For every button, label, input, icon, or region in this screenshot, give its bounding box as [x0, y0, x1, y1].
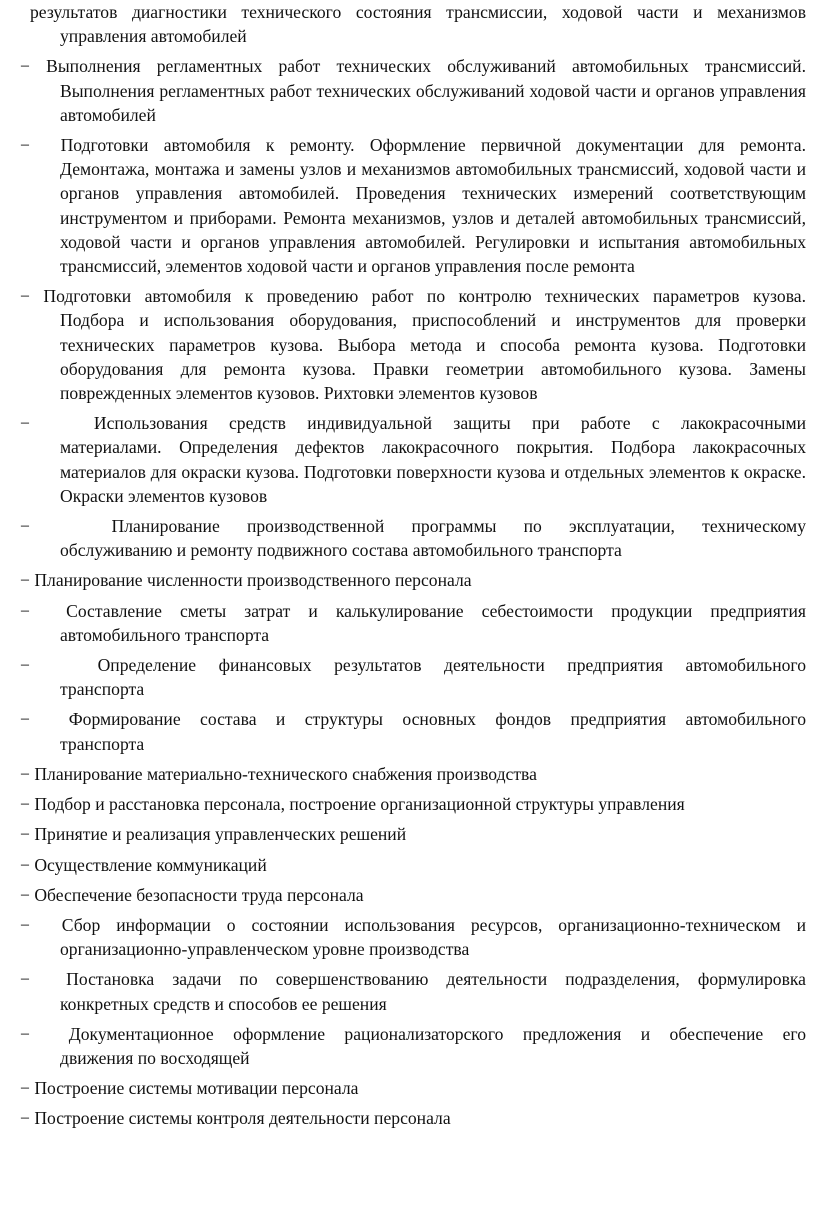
list-item-first-line — [20, 967, 806, 991]
list-item-text: Подбор и расстановка персонала, построение организационной структуры управления — [34, 794, 685, 815]
list-item-first-line — [20, 411, 806, 435]
dash-bullet: − — [20, 516, 30, 537]
list-item-first-line — [20, 707, 806, 731]
list-item-first-line — [20, 514, 806, 538]
list-item-first-line — [20, 54, 806, 78]
dash-bullet: − — [20, 1078, 30, 1099]
list-item-text: Постановка задачи по совершенствованию деятельности подразделения, формулировка — [66, 969, 806, 990]
list-item — [20, 568, 806, 592]
list-item-text: Планирование численности производственного персонала — [34, 570, 472, 591]
list-item-continuation: транспорта — [60, 679, 145, 700]
dash-bullet: − — [20, 824, 30, 845]
list-item-continuation: организационно-управленческом уровне производства — [60, 939, 470, 960]
list-item — [20, 913, 806, 961]
list-item-first-line — [20, 883, 806, 907]
dash-bullet: − — [20, 794, 30, 815]
list-item — [20, 514, 806, 562]
list-item-first-line — [20, 762, 806, 786]
list-item-continuation: движения по восходящей — [60, 1047, 250, 1068]
list-item-continuation: Демонтажа, монтажа и замены узлов и механизмов автомобильных трансмиссий, ходовой части и органов управления автомобилей. Проведения технических измерений соответствующим инструментом и приборами. Ремонта механизмов, узлов и деталей автомобильных трансмиссий, ходовой части и органов управления автомобилей. Регулировки и испытания автомобильных трансмиссий, элементов ходовой части и органов управления после ремонта — [60, 159, 806, 277]
list-item-text: Планирование материально-технического снабжения производства — [34, 763, 537, 784]
list-item — [20, 599, 806, 647]
list-item-text: Обеспечение безопасности труда персонала — [34, 884, 364, 905]
list-item-first-line — [20, 792, 806, 816]
list-item-text: Построение системы мотивации персонала — [34, 1078, 359, 1099]
list-item-first-line: результатов диагностики технического состояния трансмиссии, ходовой части и механизмов — [30, 2, 806, 22]
list-item-continuation: материалами. Определения дефектов лакокрасочного покрытия. Подбора лакокрасочных материалов для окраски кузова. Подготовки поверхности кузова и отдельных элементов к окраске. Окраски элементов кузовов — [60, 437, 806, 506]
list-item — [20, 1106, 806, 1130]
list-item — [20, 762, 806, 786]
list-item-first-line — [20, 1022, 806, 1046]
dash-bullet: − — [20, 56, 30, 77]
list-item — [20, 883, 806, 907]
list-item-text: Составление сметы затрат и калькулирование себестоимости продукции предприятия — [66, 600, 806, 621]
list-item — [20, 284, 806, 405]
list-item-continuation: обслуживанию и ремонту подвижного состава автомобильного транспорта — [60, 540, 622, 561]
list-item — [20, 792, 806, 816]
dash-bullet: − — [20, 135, 30, 156]
list-item-text: Осуществление коммуникаций — [34, 854, 267, 875]
list-item-continuation: автомобильного транспорта — [60, 624, 270, 645]
list-item-text: Документационное оформление рационализаторского предложения и обеспечение его — [68, 1023, 806, 1044]
list-item-first-line — [20, 1106, 806, 1130]
list-item-first-line — [20, 913, 806, 937]
list-item — [20, 54, 806, 127]
dash-bullet: − — [20, 969, 30, 990]
dash-bullet: − — [20, 600, 30, 621]
list-item — [20, 967, 806, 1015]
dash-bullet: − — [20, 914, 30, 935]
dash-bullet: − — [20, 763, 30, 784]
list-item-continuation: управления автомобилей — [60, 26, 247, 47]
list-item-text: Принятие и реализация управленческих решений — [34, 824, 407, 845]
list-item-continuation: Подбора и использования оборудования, приспособлений и инструментов для проверки технических параметров кузова. Выбора метода и способа ремонта кузова. Подготовки оборудования для ремонта кузова. Правки геометрии автомобильного кузова. Замены поврежденных элементов кузовов. Рихтовки элементов кузовов — [60, 310, 806, 404]
list-item-first-line — [20, 853, 806, 877]
list-item — [20, 1076, 806, 1100]
dash-bullet: − — [20, 413, 30, 434]
list-item — [20, 822, 806, 846]
dash-bullet: − — [20, 854, 30, 875]
dash-bullet: − — [20, 884, 30, 905]
list-item-first-line — [20, 568, 806, 592]
dash-bullet: − — [20, 1108, 30, 1129]
list-item-first-line — [20, 1076, 806, 1100]
list-item-continuation: транспорта — [60, 733, 145, 754]
list-item-text: Выполнения регламентных работ технических обслуживаний автомобильных трансмиссий. — [46, 56, 806, 77]
list-item-text: Планирование производственной программы по эксплуатации, техническому — [111, 516, 806, 537]
list-item — [20, 1022, 806, 1070]
list-item — [20, 853, 806, 877]
list-item-continuation: конкретных средств и способов ее решения — [60, 993, 387, 1014]
dash-bullet: − — [20, 570, 30, 591]
list-item-text: Построение системы контроля деятельности персонала — [34, 1108, 451, 1129]
dash-bullet: − — [20, 1023, 30, 1044]
list-item — [30, 0, 806, 48]
list-item — [20, 133, 806, 278]
list-item — [20, 411, 806, 508]
dash-bullet: − — [20, 286, 30, 307]
list-item-first-line — [20, 822, 806, 846]
list-item — [20, 653, 806, 701]
list-item-first-line — [20, 599, 806, 623]
dash-bullet: − — [20, 709, 30, 730]
list-item-first-line — [20, 284, 806, 308]
list-item-first-line — [20, 133, 806, 157]
list-item-continuation: Выполнения регламентных работ технических обслуживаний ходовой части и органов управления автомобилей — [60, 80, 806, 125]
list-item-first-line — [20, 653, 806, 677]
list-item-text: Использования средств индивидуальной защиты при работе с лакокрасочными — [93, 413, 806, 434]
list-item-text: Сбор информации о состоянии использования ресурсов, организационно-техническом и — [61, 914, 807, 935]
dash-bullet: − — [20, 655, 30, 676]
list-item-text: Формирование состава и структуры основных фондов предприятия автомобильного — [68, 709, 807, 730]
list-item-text: Подготовки автомобиля к ремонту. Оформление первичной документации для ремонта. — [60, 135, 806, 156]
list-item-text: Подготовки автомобиля к проведению работ по контролю технических параметров кузова. — [43, 286, 806, 307]
list-item-text: Определение финансовых результатов деятельности предприятия автомобильного — [97, 655, 806, 676]
list-item — [20, 707, 806, 755]
